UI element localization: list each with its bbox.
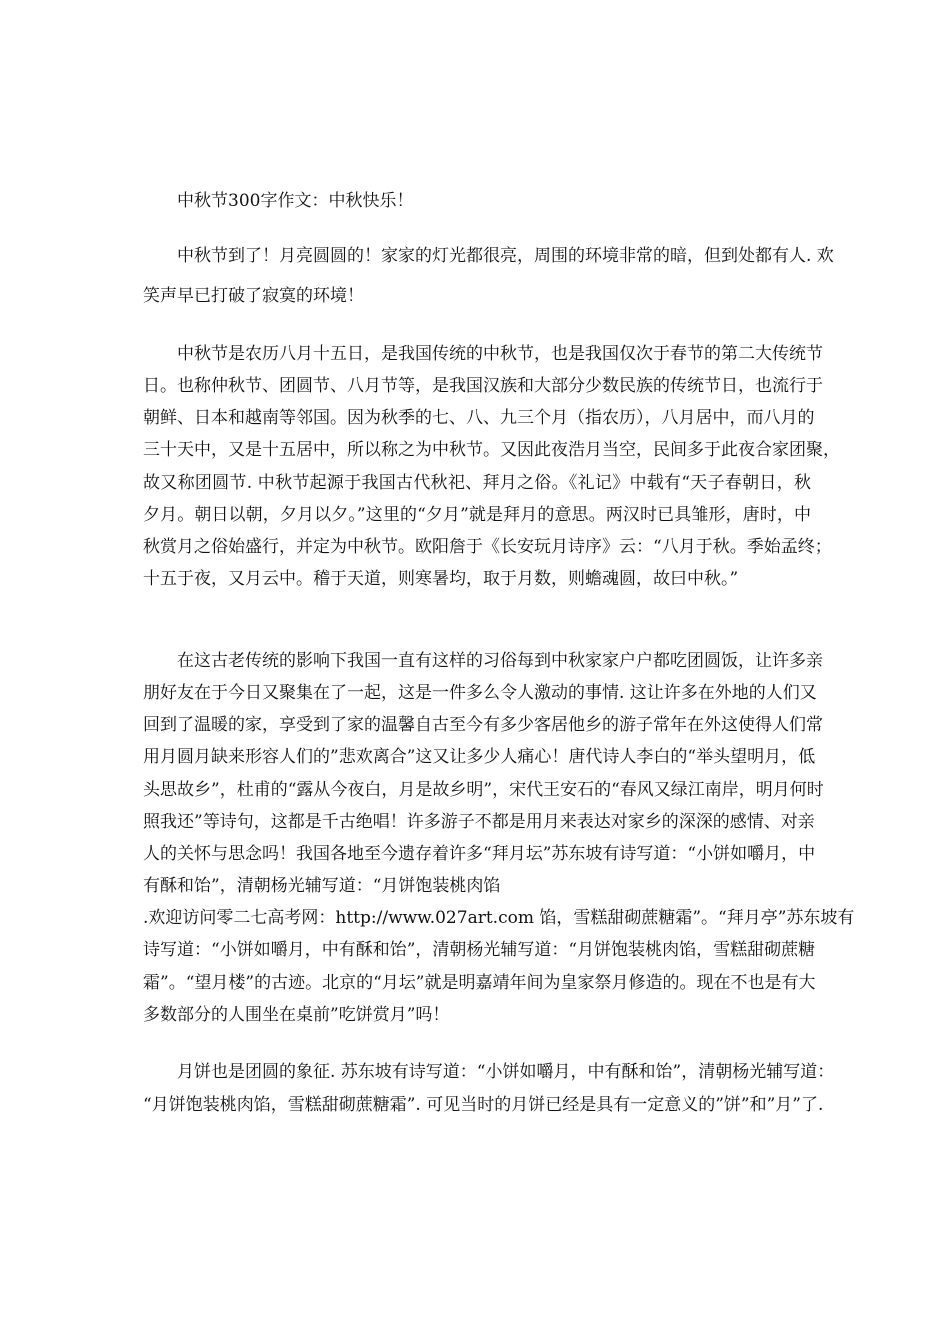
paragraph-line: 笑声早已打破了寂寞的环境！: [143, 286, 364, 306]
paragraph-line: 用月圆月缺来形容人们的”悲欢离合”这又让多少人痛心！唐代诗人李白的“举头望明月，低: [143, 747, 816, 767]
paragraph-line: 十五于夜，又月云中。稽于天道，则寒暑均，取于月数，则蟾魂圆，故曰中秋。”: [143, 569, 739, 589]
paragraph-line: .欢迎访问零二七高考网：http://www.027art.com 馅，雪糕甜砌蔗糖霜”。“拜月亭”苏东坡有: [143, 908, 855, 928]
document-title: 中秋节300字作文：中秋快乐！: [177, 191, 414, 211]
paragraph-line: 日。也称仲秋节、团圆节、八月节等，是我国汉族和大部分少数民族的传统节日，也流行于: [143, 376, 823, 396]
paragraph-line: 头思故乡”，杜甫的“露从今夜白，月是故乡明”，宋代王安石的“春风又绿江南岸，明月何时: [143, 780, 824, 800]
paragraph-line: 多数部分的人围坐在桌前”吃饼赏月”吗！: [143, 1005, 450, 1025]
paragraph-line: 人的关怀与思念吗！我国各地至今遗存着许多“拜月坛”苏东坡有诗写道：“小饼如嚼月，中: [143, 844, 816, 864]
paragraph-line: 有酥和饴”，清朝杨光辅写道：“月饼饱装桃肉馅: [143, 876, 501, 896]
paragraph-line: 在这古老传统的影响下我国一直有这样的习俗每到中秋家家户户都吃团圆饭，让许多亲: [177, 651, 823, 671]
paragraph-line: 诗写道：“小饼如嚼月，中有酥和饴”，清朝杨光辅写道：“月饼饱装桃肉馅，雪糕甜砌蔗糖: [143, 940, 816, 960]
paragraph-line: 照我还”等诗句，这都是千古绝唱！许多游子不都是用月来表达对家乡的深深的感情、对亲: [143, 812, 815, 832]
paragraph-line: 回到了温暖的家，享受到了家的温馨自古至今有多少客居他乡的游子常年在外这使得人们常: [143, 715, 823, 735]
paragraph-line: 朋好友在于今日又聚集在了一起，这是一件多么令人激动的事情. 这让许多在外地的人们又: [143, 683, 817, 703]
paragraph-line: 秋赏月之俗始盛行，并定为中秋节。欧阳詹于《长安玩月诗序》云：“八月于秋。季始孟终；: [143, 537, 832, 557]
paragraph-line: 霜”。“望月楼”的古迹。北京的“月坛”就是明嘉靖年间为皇家祭月修造的。现在不也是有大: [143, 973, 816, 993]
paragraph-line: 三十天中，又是十五居中，所以称之为中秋节。又因此夜浩月当空，民间多于此夜合家团聚，: [143, 440, 840, 460]
paragraph-line: “月饼饱装桃肉馅，雪糕甜砌蔗糖霜”. 可见当时的月饼已经是具有一定意义的”饼”和”月”了.: [143, 1095, 824, 1115]
paragraph-line: 故又称团圆节. 中秋节起源于我国古代秋祀、拜月之俗。《礼记》中载有“天子春朝日，秋: [143, 473, 811, 493]
paragraph-line: 中秋节到了！月亮圆圆的！家家的灯光都很亮，周围的环境非常的暗，但到处都有人. 欢: [177, 246, 834, 266]
paragraph-line: 月饼也是团圆的象征. 苏东坡有诗写道：“小饼如嚼月，中有酥和饴”，清朝杨光辅写道：: [177, 1062, 835, 1082]
paragraph-line: 朝鲜、日本和越南等邻国。因为秋季的七、八、九三个月（指农历），八月居中，而八月的: [143, 408, 815, 428]
paragraph-line: 夕月。朝日以朝，夕月以夕。”这里的“夕月”就是拜月的意思。两汉时已具雏形，唐时，中: [143, 505, 811, 525]
paragraph-line: 中秋节是农历八月十五日，是我国传统的中秋节，也是我国仅次于春节的第二大传统节: [177, 344, 823, 364]
